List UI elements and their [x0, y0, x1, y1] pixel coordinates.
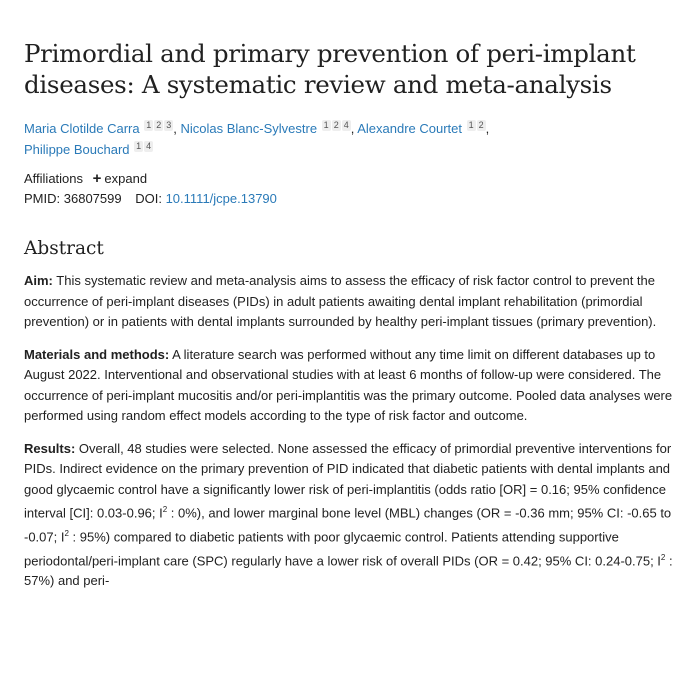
author-link[interactable]: Alexandre Courtet — [357, 121, 463, 136]
affiliation-ref[interactable]: 1 — [323, 120, 329, 130]
expand-affiliations-button[interactable] — [93, 171, 147, 186]
pmid-label: PMID: — [24, 191, 61, 206]
affiliations-label: Affiliations — [24, 171, 84, 186]
author-link[interactable]: Philippe Bouchard — [24, 142, 130, 157]
results-text: : 57%) and peri- — [24, 552, 673, 589]
doi-label: DOI: — [135, 191, 162, 206]
article-page — [24, 38, 684, 604]
results-text: Overall, 48 studies were selected. None assessed the efficacy of primordial preventive interventions for PIDs. Indirect evidence on the primary prevention of PID indicated that diabetic patients with dental implants and good glycaemic control have a significantly lower risk of peri-implantitis (odds ratio [OR] = 0.16; 95% confidence interval [CI]: 0.03-0.96; I — [24, 440, 672, 521]
abstract-methods — [24, 345, 684, 427]
results-text: : 95%) compared to diabetic patients with poor glycaemic control. Patients attending supportive periodontal/peri-implant care (SPC) regularly have a lower risk of overall PIDs (OR = 0.42; 95% CI: 0.24-0.75; I — [24, 529, 661, 568]
identifiers-row — [24, 189, 684, 209]
author-link[interactable]: Nicolas Blanc-Sylvestre — [180, 121, 318, 136]
methods-text: A literature search was performed without any time limit on different databases up to August 2022. Interventional and observational studies with at least 6 months of follow-up were considered. The occurrence of peri-implant mucositis and/or peri-implantitis was the primary outcome. Pooled data analyses were performed using random effect models according to the type of risk factor and outcome. — [24, 346, 673, 423]
results-text: : 0%), and lower marginal bone level (MBL) changes (OR = -0.36 mm; 95% CI: -0.65 to -0.07; I — [24, 505, 672, 545]
affiliation-ref[interactable]: 2 — [478, 120, 484, 130]
aim-text: This systematic review and meta-analysis aims to assess the efficacy of risk factor control to prevent the occurrence of peri-implant diseases (PIDs) in adult patients awaiting dental implant rehabilitation (primordial prevention) or in patients with dental implants surrounded by healthy peri-implant tissues (primary prevention). — [24, 273, 657, 329]
plus-icon: + — [92, 170, 102, 187]
affiliation-ref[interactable]: 2 — [333, 120, 339, 130]
pmid-value: 36807599 — [63, 191, 122, 206]
affiliation-ref[interactable]: 1 — [136, 141, 142, 151]
results-label: Results: — [24, 440, 76, 456]
abstract-heading: Abstract — [24, 238, 104, 259]
affiliation-ref[interactable]: 3 — [166, 120, 172, 130]
abstract-aim — [24, 271, 684, 333]
affiliation-ref[interactable]: 4 — [146, 141, 152, 151]
abstract-results — [24, 439, 684, 592]
expand-label: expand — [104, 171, 148, 186]
author-link[interactable]: Maria Clotilde Carra — [24, 121, 140, 136]
methods-label: Materials and methods: — [24, 346, 170, 362]
affiliations-row — [24, 169, 684, 189]
doi-link[interactable]: 10.1111/jcpe.13790 — [165, 191, 277, 206]
affiliation-ref[interactable]: 4 — [343, 120, 349, 130]
superscript: 2 — [64, 528, 69, 538]
author-list: Maria Clotilde Carra 1 2 3 , Nicolas Blanc-Sylvestre 1 2 4 , Alexandre Courtet 1 2 , Philippe Bouchard 1 4 — [24, 120, 490, 157]
aim-label: Aim: — [24, 273, 53, 288]
superscript: 2 — [660, 552, 666, 562]
affiliation-ref[interactable]: 1 — [146, 120, 152, 130]
affiliation-ref[interactable]: 1 — [468, 120, 474, 130]
article-title: Primordial and primary prevention of peri-implant diseases: A systematic review and meta-analysis — [24, 39, 636, 99]
superscript: 2 — [162, 505, 168, 514]
affiliation-ref[interactable]: 2 — [156, 120, 162, 130]
